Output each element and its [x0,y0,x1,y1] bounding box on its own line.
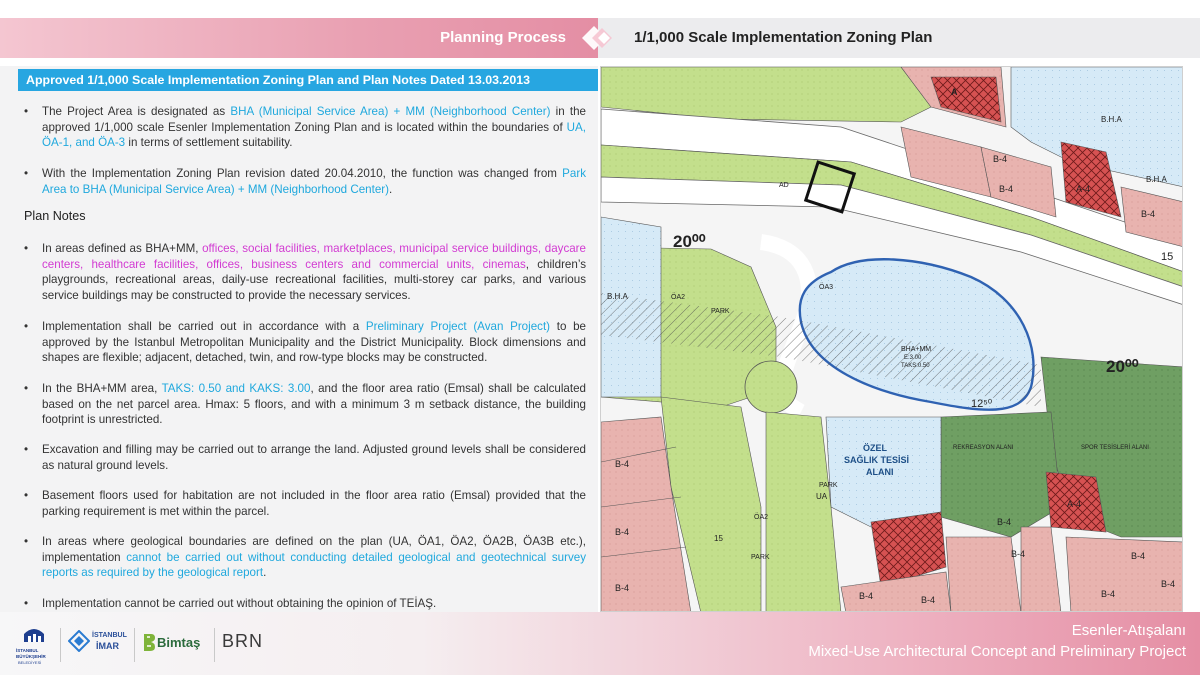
section-banner: Approved 1/1,000 Scale Implementation Zoning Plan and Plan Notes Dated 13.03.2013 [18,69,598,91]
header-title-bar [598,18,1200,58]
bullet-dot: • [24,443,29,456]
zone-label: B-4 [921,595,936,605]
highlight-text: cannot be carried out without conducting detailed geological and geotechnical survey reports as required by the geological report [42,550,586,579]
text: With the Implementation Zoning Plan revision dated 20.04.2010, the function was changed from [42,167,563,180]
zoning-map-svg [601,67,1183,612]
ibb-logo-icon [20,624,48,646]
road-width-label: 15 [1161,251,1174,263]
bullet-dot: • [24,242,29,255]
text: In areas where geological boundaries are defined on the plan (UA, ÖA1, ÖA2, ÖA2B, ÖA3B etc.), implementation [42,535,586,564]
page-title: 1/1,000 Scale Implementation Zoning Plan [634,29,933,46]
partner-logos [14,622,284,666]
bullet-dot: • [24,489,29,502]
road-width-label: 20⁰⁰ [1106,357,1139,376]
zoning-plan-map [600,66,1183,612]
intro-bullet-2 [24,166,586,197]
geo-label: ÖA2 [671,294,686,301]
highlight-text: BHA (Municipal Service Area) + MM (Neighborhood Center) [230,105,551,118]
geo-label: ÖA3 [819,284,834,291]
zone-label: BHA+MM [901,346,932,353]
bullet-dot: • [24,105,29,118]
zone-label: REKREASYON ALANI [953,445,1014,451]
geo-label: UA [816,492,828,501]
bullet-dot: • [24,382,29,395]
zone-label: SPOR TESİSLERİ ALANI [1081,445,1149,451]
zone-label: SAĞLIK TESİSİ [844,455,910,465]
ibb-logo-text: BÜYÜKŞEHİR [16,654,46,659]
text: in terms of settlement suitability. [125,136,293,149]
zone-label: PARK [711,308,730,315]
note-bullet-6 [24,534,586,581]
residential-block [1066,537,1183,612]
zone-label: A-4 [1067,499,1082,509]
text: Implementation shall be carried out in accordance with a [42,320,366,333]
roundabout [745,361,797,413]
bimtas-logo-text: Bimtaş [157,635,201,650]
text: , children’s playgrounds, recreational areas, daily-use recreational facilities, multi-storey car parks, and various service buildings may be constructed to provide the necessary services. [42,257,586,302]
zone-label: B-4 [615,459,630,469]
zone-label: B-4 [993,154,1008,164]
zone-label: B-4 [1161,579,1176,589]
geo-label: ÖA2 [754,514,769,521]
imar-logo-text: İSTANBUL [92,632,127,639]
zone-label: E:3.00 [904,355,922,361]
text: to be approved by the Istanbul Metropolitan Municipality and the District Municipality. Block dimensions and shapes are flexible; adjacent, detached, twin, and row-type blocks may be constructed. [42,320,587,364]
zone-label: B-4 [615,583,630,593]
zone-label: PARK [751,554,770,561]
zone-label: B-4 [999,184,1014,194]
zone-label: ÖZEL [863,443,887,453]
zone-label: B-4 [1141,209,1156,219]
highlight-text: TAKS: 0.50 and KAKS: 3.00 [161,382,311,395]
road-width-label: 20⁰⁰ [673,232,706,251]
highlight-text: Park Area to BHA (Municipal Service Area) + MM (Neighborhood Center) [42,167,586,196]
note-bullet-3 [24,381,586,428]
project-location: Esenler-Atışalanı [1071,622,1186,639]
text: In the BHA+MM area, [42,382,162,395]
bullet-dot: • [24,597,29,610]
note-text: Excavation and filling may be carried out to arrange the land. Adjusted ground levels shall be considered as natural ground levels. [42,443,586,472]
text: , and the floor area ratio (Emsal) shall be calculated based on the net parcel area. Hmax: 5 floors, and with a minimum 3 m setback distance, the building footprint is unrestricted. [42,382,587,426]
zone-label: PARK [819,482,838,489]
zone-label: A [951,87,958,97]
note-bullet-7 [24,596,586,612]
zone-label: B-4 [615,527,630,537]
ibb-logo-text: İSTANBUL [16,648,39,653]
zone-label: B-4 [859,591,874,601]
zone-label: 15 [714,534,723,543]
bullet-dot: • [24,535,29,548]
zone-label: B.H.A [1101,115,1122,124]
highlight-text: Preliminary Project (Avan Project) [365,320,551,333]
highlight-text: offices, social facilities, marketplaces, municipal service buildings, daycare centers, healthcare facilities, offices, business centers and commercial units, cinemas [42,242,586,271]
logo-divider [134,628,135,662]
zone-label: AD [779,182,789,189]
note-bullet-2 [24,319,586,366]
bullet-dot: • [24,167,29,180]
zone-label: B-4 [1011,549,1026,559]
chevron-icon [578,19,618,57]
text: The Project Area is designated as [42,105,231,118]
project-name: Mixed-Use Architectural Concept and Preliminary Project [808,643,1186,660]
text: . [389,182,393,196]
note-bullet-5 [24,488,586,519]
highlight-text: UA, ÖA-1, and ÖA-3 [42,120,586,149]
zone-label: B.H.A [607,292,628,301]
ibb-logo-text: BELEDİYESİ [18,660,42,665]
zone-label: ALANI [866,467,894,477]
text: in the approved 1/1,000 scale Esenler Implementation Zoning Plan and is located within the boundaries of [42,105,586,134]
brn-logo-text: BRN [222,631,264,651]
imar-logo-icon [68,630,90,652]
residential-block [946,537,1021,612]
section-title: Planning Process [440,29,566,46]
zone-label: B-4 [997,517,1012,527]
header [0,0,1200,58]
text: . [263,566,267,579]
text: In areas defined as BHA+MM, [42,242,203,255]
footer [0,612,1200,675]
zone-label: B-4 [1101,589,1116,599]
zone-label: A-4 [1076,184,1091,194]
zone-label: B.H.A [1146,175,1167,184]
plan-notes-heading: Plan Notes [24,209,86,223]
header-section-bar [0,18,598,58]
note-bullet-1 [24,241,586,303]
bullet-dot: • [24,320,29,333]
bimtas-logo-icon [142,632,156,652]
intro-bullet-1 [24,104,586,151]
zone-label: TAKS:0.50 [901,363,930,369]
logo-divider [214,628,215,662]
note-text: Basement floors used for habitation are not included in the floor area ratio (Emsal) provided that the parking requirement is met within the parcel. [42,489,586,518]
zone-label: B-4 [1131,551,1146,561]
imar-logo-text: İMAR [96,641,119,651]
road-width-label: 12⁵⁰ [971,398,993,410]
note-text: Implementation cannot be carried out without obtaining the opinion of TEİAŞ. [42,597,437,610]
plan-notes-panel [0,66,598,612]
note-bullet-4 [24,442,586,473]
logo-divider [60,628,61,662]
